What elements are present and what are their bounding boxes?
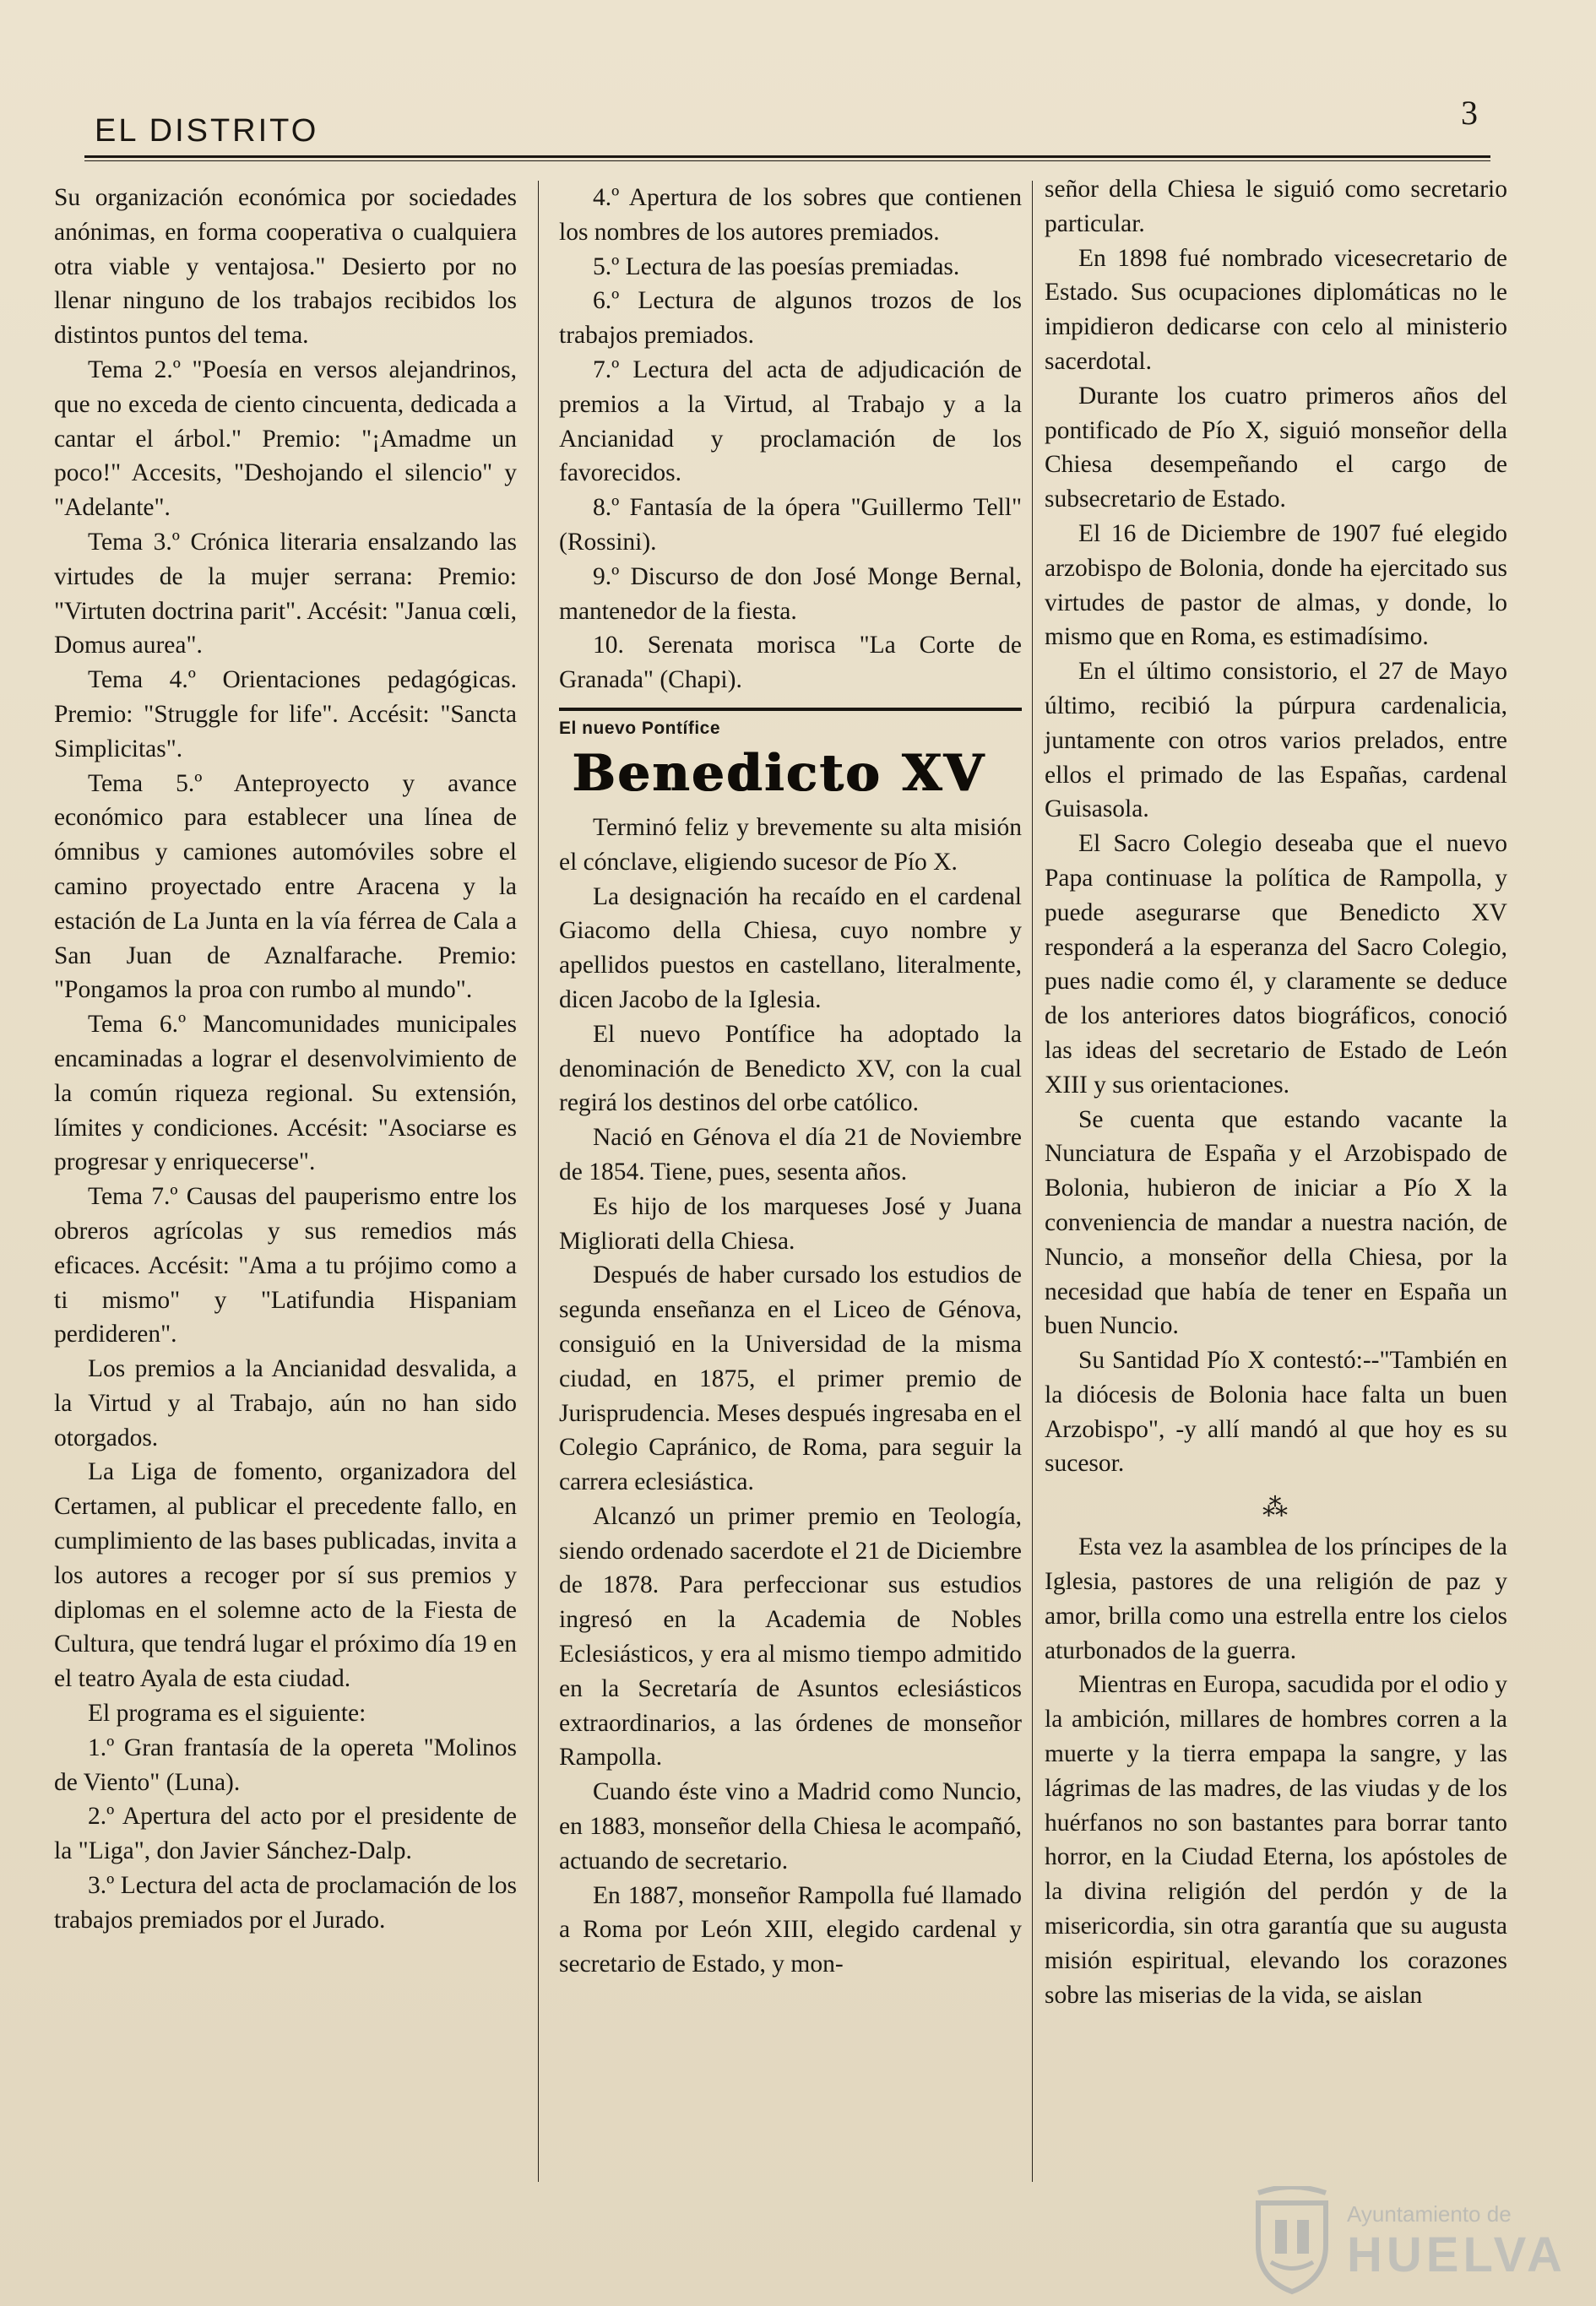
paragraph: El Sacro Colegio deseaba que el nuevo Papa continuase la política de Rampolla, y puede asegurarse que Benedicto XV responderá a la esperanza del Sacro Colegio, pues nadie como él, y claramente se deduce de los anteriores datos biográficos, conoció las ideas del secretario de Estado de León XIII y sus orientaciones.	[1045, 830, 1507, 1099]
paragraph: Los premios a la Ancianidad desvalida, a la Virtud y al Trabajo, aún no han sido otorgados.	[54, 1355, 517, 1451]
program-item: 9.º Discurso de don José Monge Bernal, mantenedor de la fiesta.	[559, 562, 1022, 625]
paragraph: Tema 3.º Crónica literaria ensalzando las virtudes de la mujer serrana: Premio: "Virtuten doctrina parit". Accésit: "Janua cœli, Domus aurea".	[54, 528, 517, 659]
section-rule	[559, 708, 1022, 711]
paragraph: Tema 2.º "Poesía en versos alejandrinos, que no exceda de ciento cincuenta, dedicada a cantar el árbol." Premio: "¡Amadme un poco!" Accesits, "Deshojando el silencio" y "Adelante".	[54, 355, 517, 522]
paragraph: Durante los cuatro primeros años del pontificado de Pío X, siguió monseñor della Chiesa desempeñando el cargo de subsecretario de Estado.	[1045, 382, 1507, 513]
paragraph: Alcanzó un primer premio en Teología, siendo ordenado sacerdote el 21 de Diciembre de 1878. Para perfeccionar sus estudios ingresó en la Academia de Nobles Eclesiásticos, y era al mismo tiempo admitido en la Secretaría de Asuntos eclesiásticos extraordinarios, a las órdenes de monseñor Rampolla.	[559, 1502, 1022, 1772]
newspaper-name: EL DISTRITO	[95, 113, 319, 149]
page-number: 3	[1461, 94, 1478, 132]
paragraph: Después de haber cursado los estudios de segunda enseñanza en el Liceo de Génova, consiguió en la Universidad de la misma ciudad, en 1875, el primer premio de Jurisprudencia. Meses después ingresaba en el Colegio Capránico, de Roma, para seguir la carrera eclesiástica.	[559, 1262, 1022, 1496]
program-item: 7.º Lectura del acta de adjudicación de premios a la Virtud, al Trabajo y a la Ancianidad y proclamación de los favorecidos.	[559, 355, 1022, 487]
paragraph: Terminó feliz y brevemente su alta misión el cónclave, eligiendo sucesor de Pío X.	[559, 813, 1022, 876]
paragraph: Es hijo de los marqueses José y Juana Migliorati della Chiesa.	[559, 1192, 1022, 1255]
paragraph: señor della Chiesa le siguió como secretario particular.	[1045, 176, 1507, 237]
paragraph: Tema 5.º Anteproyecto y avance económico para establecer una línea de ómnibus y camiones automóviles sobre el camino proyectado entre Aracena y la estación de La Junta en la vía férrea de Cala a San Juan de Aznalfarache. Premio: "Pongamos la proa con rumbo al mundo".	[54, 769, 517, 1004]
paragraph: En el último consistorio, el 27 de Mayo último, recibió la púrpura cardenalicia, juntamente con otros varios prelados, entre ellos el primado de las Españas, cardenal Guisasola.	[1045, 658, 1507, 823]
header-rule	[84, 155, 1490, 161]
paragraph: Nació en Génova el día 21 de Noviembre de 1854. Tiene, pues, sesenta años.	[559, 1124, 1022, 1186]
paragraph: Su Santidad Pío X contestó:--"También en la diócesis de Bolonia hace falta un buen Arzobispo", -y allí mandó al que hoy es su sucesor.	[1045, 1347, 1507, 1478]
paragraph: Tema 7.º Causas del pauperismo entre los obreros agrícolas y sus remedios más eficaces. Accésit: "Ama a tu prójimo como a ti mismo" y "Latifundia Hispaniam perdideren".	[54, 1183, 517, 1348]
column-1	[54, 181, 517, 1938]
paragraph: Mientras en Europa, sacudida por el odio y la ambición, millares de hombres corren a la muerte y la tierra empapa la sangre, y las lágrimas de las madres, de las viudas y de los huérfanos no son bastantes para borrar tanto horror, en la Ciudad Eterna, los apóstoles de la divina religión del perdón y de la misericordia, sin otra garantía que su augusta misión espiritual, elevando los corazones sobre las miserias de la vida, se aislan	[1045, 1671, 1507, 2009]
paragraph: Se cuenta que estando vacante la Nunciatura de España y el Arzobispado de Bolonia, hubieron de iniciar a Pío X la conveniencia de mandar a nuestra nación, de Nuncio, a monseñor della Chiesa, por la necesidad que había de tener en España un buen Nuncio.	[1045, 1105, 1507, 1340]
paragraph: El 16 de Diciembre de 1907 fué elegido arzobispo de Bolonia, donde ha ejercitado sus virtudes de pastor de almas, y donde, lo mismo que en Roma, es estimadísimo.	[1045, 519, 1507, 651]
paragraph: Cuando éste vino a Madrid como Nuncio, en 1883, monseñor della Chiesa le acompañó, actuando de secretario.	[559, 1778, 1022, 1875]
paragraph: El programa es el siguiente:	[88, 1700, 366, 1728]
watermark-line-1: Ayuntamiento de	[1347, 2201, 1512, 2227]
asterism-separator: ⁂	[1262, 1494, 1289, 1522]
program-item: 2.º Apertura del acto por el presidente de la "Liga", don Javier Sánchez-Dalp.	[54, 1803, 517, 1865]
program-item: 5.º Lectura de las poesías premiadas.	[593, 252, 960, 280]
program-item: 8.º Fantasía de la ópera "Guillermo Tell" (Rossini).	[559, 494, 1022, 556]
paragraph: La designación ha recaído en el cardenal Giacomo della Chiesa, cuyo nombre y apellidos puestos en castellano, literalmente, dicen Jacobo de la Iglesia.	[559, 882, 1022, 1013]
program-item: 10. Serenata morisca "La Corte de Granada" (Chapi).	[559, 632, 1022, 694]
program-item: 4.º Apertura de los sobres que contienen los nombres de los autores premiados.	[559, 184, 1022, 246]
masthead	[84, 94, 1486, 155]
paragraph: Tema 6.º Mancomunidades municipales encaminadas a lograr el desenvolvimiento de la común riqueza regional. Su extensión, límites y condiciones. Accésit: "Asociarse es progresar y enriquecerse".	[54, 1011, 517, 1176]
column-divider-2	[1032, 181, 1033, 2182]
column-divider-1	[538, 181, 539, 2182]
article-headline: Benedicto XV	[573, 743, 986, 803]
article-kicker: El nuevo Pontífice	[559, 718, 721, 738]
program-item: 1.º Gran frantasía de la opereta "Molinos de Viento" (Luna).	[54, 1734, 517, 1796]
paragraph: En 1887, monseñor Rampolla fué llamado a Roma por León XIII, elegido cardenal y secretario de Estado, y mon-	[559, 1881, 1022, 1978]
watermark-line-2: HUELVA	[1347, 2227, 1566, 2282]
program-item: 3.º Lectura del acta de proclamación de los trabajos premiados por el Jurado.	[54, 1872, 517, 1934]
paragraph: Tema 4.º Orientaciones pedagógicas. Premio: "Struggle for life". Accésit: "Sancta Simplicitas".	[54, 666, 517, 762]
program-item: 6.º Lectura de algunos trozos de los trabajos premiados.	[559, 287, 1022, 350]
column-2	[559, 181, 1022, 1982]
paragraph: Su organización económica por sociedades anónimas, en forma cooperativa o cualquiera otra viable y ventajosa." Desierto por no llenar ninguno de los trabajos recibidos los distintos puntos del tema.	[54, 184, 517, 350]
paragraph: El nuevo Pontífice ha adoptado la denominación de Benedicto XV, con la cual regirá los destinos del orbe católico.	[559, 1020, 1022, 1117]
paragraph: La Liga de fomento, organizadora del Certamen, al publicar el precedente fallo, en cumplimiento de las bases publicadas, invita a los autores a recoger por sí sus premios y diplomas en el solemne acto de la Fiesta de Cultura, que tendrá lugar el próximo día 19 en el teatro Ayala de esta ciudad.	[54, 1458, 517, 1693]
paragraph: En 1898 fué nombrado vicesecretario de Estado. Sus ocupaciones diplomáticas no le impidieron dedicarse con celo al ministerio sacerdotal.	[1045, 244, 1507, 375]
paragraph: Esta vez la asamblea de los príncipes de la Iglesia, pastores de una religión de paz y amor, brilla como una estrella entre los cielos aturbonados de la guerra.	[1045, 1533, 1507, 1664]
column-3	[1045, 172, 1507, 2012]
crest-icon	[1246, 2186, 1338, 2296]
watermark-logo	[1237, 2183, 1592, 2301]
